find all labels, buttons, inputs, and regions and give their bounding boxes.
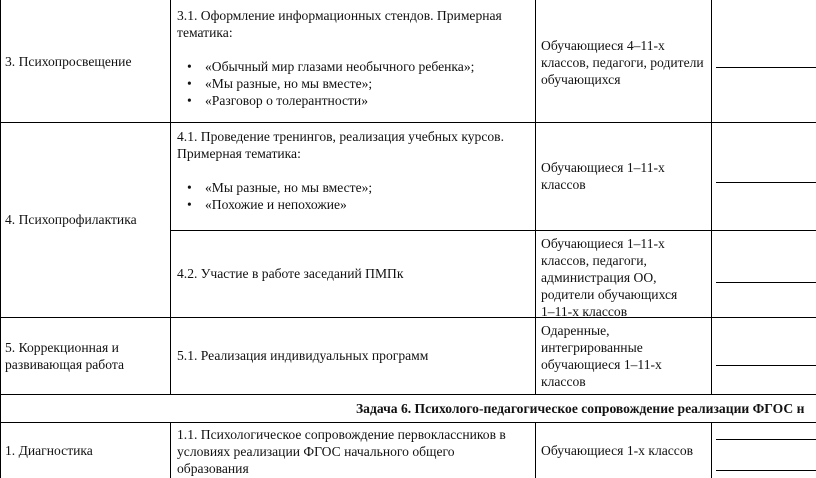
- topic-list: [177, 179, 529, 213]
- task-heading-text: Задача 6. Психолого-педагогическое сопровождение реализации ФГОС н: [356, 401, 805, 416]
- participants-text: Одаренные, интегрированные обучающиеся 1–11-х классов: [541, 323, 662, 389]
- participants-4-1: [541, 159, 691, 193]
- sign-line: [716, 470, 816, 471]
- col-divider: [0, 0, 1, 478]
- section-label: 5. Коррекционная и развивающая работа: [5, 339, 124, 372]
- col-divider: [535, 0, 536, 395]
- participants-text: Обучающиеся 4–11-х классов, педагоги, родители обучающихся: [541, 38, 704, 87]
- participants-text: Обучающиеся 1-х классов: [541, 442, 694, 458]
- section-diagnostics: [5, 422, 165, 478]
- list-item: • «Похожие и непохожие»: [177, 196, 529, 213]
- sign-line: [716, 282, 816, 283]
- participants-text: Обучающиеся 1–11-х классов: [541, 160, 665, 192]
- sign-line: [716, 182, 816, 183]
- col-divider: [711, 422, 712, 478]
- sign-line: [716, 365, 816, 366]
- section-psychoeducation: [5, 0, 165, 122]
- activity-4-1: [177, 128, 529, 213]
- list-item: • «Мы разные, но мы вместе»;: [177, 179, 529, 196]
- sign-line: [716, 439, 816, 440]
- task-6-heading: [356, 400, 816, 417]
- activity-5-1: [177, 317, 529, 394]
- activity-4-2: [177, 230, 529, 317]
- activity-3-1: [177, 7, 529, 109]
- section-label: 1. Диагностика: [5, 442, 93, 458]
- activity-title: 3.1. Оформление информационных стендов. Примерная тематика:: [177, 8, 502, 40]
- col-divider: [535, 422, 536, 478]
- col-divider: [170, 0, 171, 395]
- list-item: • «Мы разные, но мы вместе»;: [177, 75, 529, 92]
- col-divider: [170, 422, 171, 478]
- participants-text: Обучающиеся 1–11-х классов, педагоги, администрация ОО, родители обучающихся 1–11-х классов: [541, 236, 678, 319]
- list-item: • «Обычный мир глазами необычного ребенка»;: [177, 58, 529, 75]
- participants-3-1: [541, 37, 707, 88]
- activity-title: 1.1. Психологическое сопровождение первоклассников в условиях реализации ФГОС начального общего образования: [177, 427, 506, 476]
- activity-title: 4.1. Проведение тренингов, реализация учебных курсов. Примерная тематика:: [177, 129, 504, 161]
- topic-list: [177, 58, 529, 109]
- row-divider: [0, 394, 816, 395]
- section-label: 4. Психопрофилактика: [5, 212, 137, 227]
- col-divider: [711, 0, 712, 395]
- list-item: • «Разговор о толерантности»: [177, 92, 529, 109]
- activity-title: 5.1. Реализация индивидуальных программ: [177, 348, 429, 363]
- section-psychoprophylaxis: [5, 122, 165, 317]
- section-correction: [5, 317, 155, 394]
- participants-4-2: [541, 235, 691, 320]
- activity-6-1-1: [177, 426, 529, 477]
- activity-title: 4.2. Участие в работе заседаний ПМПк: [177, 266, 404, 281]
- participants-5-1: [541, 322, 681, 390]
- section-label: 3. Психопросвещение: [5, 53, 132, 69]
- sign-line: [716, 67, 816, 68]
- participants-6-1-1: [541, 422, 709, 478]
